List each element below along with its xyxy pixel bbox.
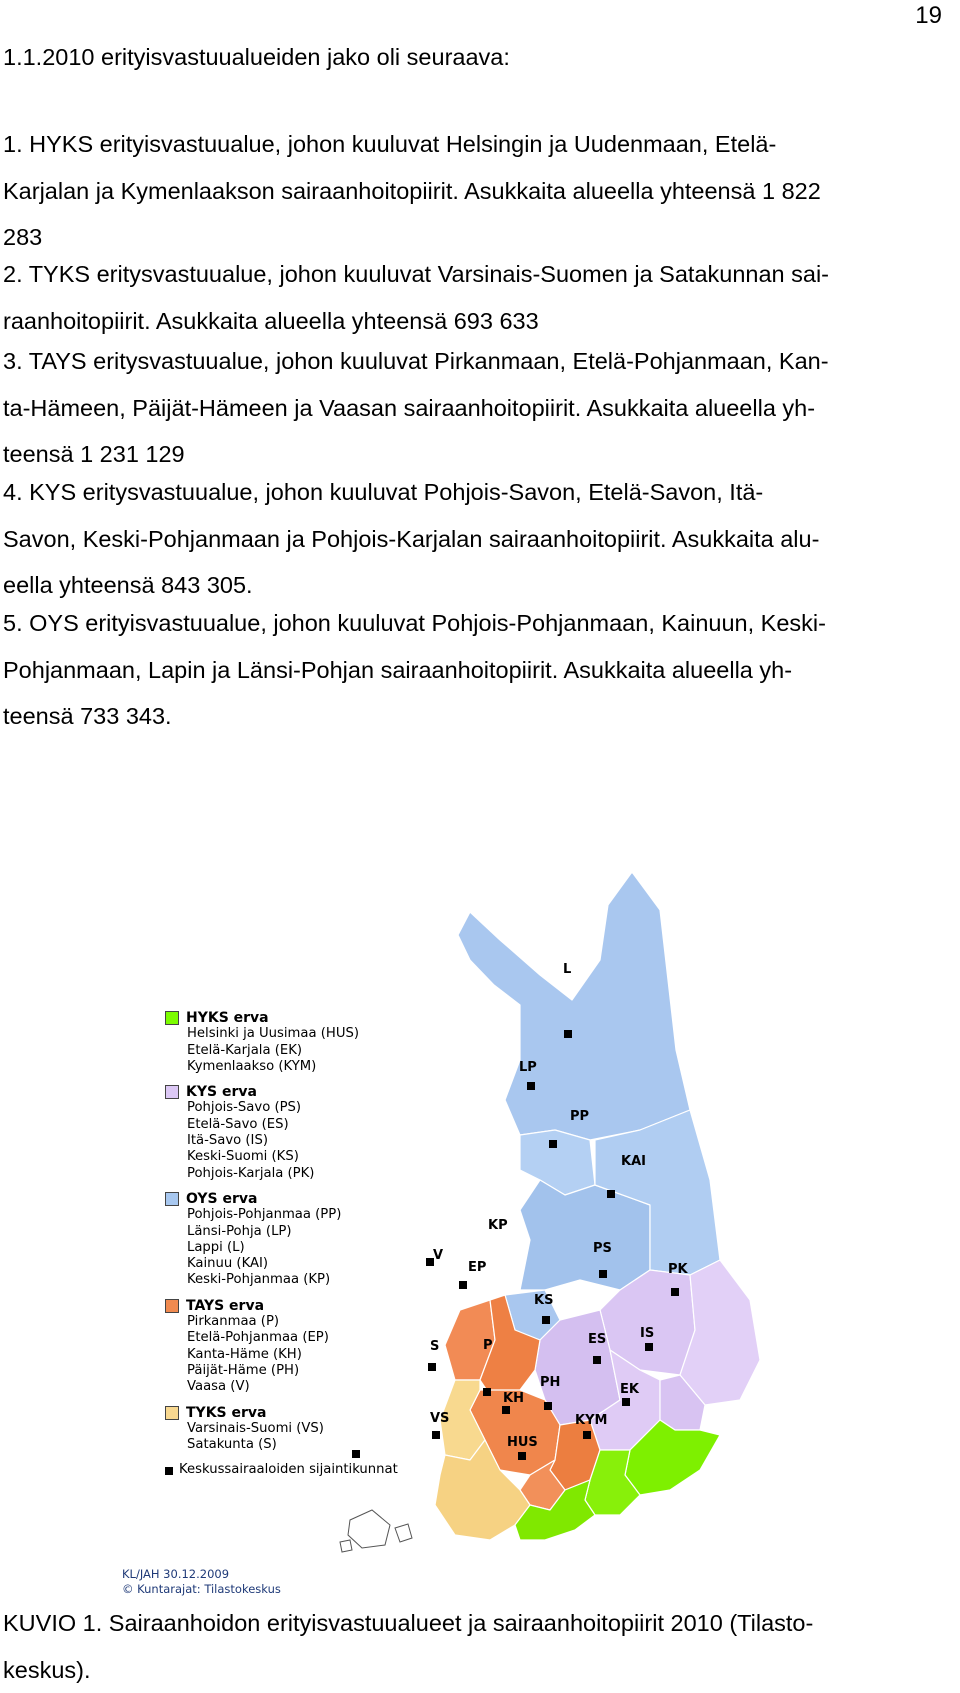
credit-line: KL/JAH 30.12.2009 (122, 1567, 281, 1582)
legend-swatch (165, 1406, 179, 1420)
label-l: L (563, 962, 571, 977)
label-hus: HUS (507, 1435, 538, 1450)
label-vs: VS (430, 1411, 449, 1426)
legend-group-hyks (165, 1010, 398, 1075)
paragraph-line: 2. TYKS eritysvastuualue, johon kuuluvat Varsinais-Suomen ja Satakunnan sai- (3, 251, 958, 298)
legend-item: Helsinki ja Uusimaa (HUS) (165, 1026, 398, 1042)
legend-item: Kymenlaakso (KYM) (165, 1059, 398, 1075)
paragraph-line: 3. TAYS eritysvastuualue, johon kuuluvat Pirkanmaan, Etelä-Pohjanmaan, Kan- (3, 338, 958, 385)
legend-item: Pirkanmaa (P) (165, 1314, 398, 1330)
label-p: P (483, 1338, 493, 1353)
credit-line: © Kuntarajat: Tilastokeskus (122, 1582, 281, 1597)
legend-item: Itä-Savo (IS) (165, 1133, 398, 1149)
paragraph-line: 1. HYKS erityisvastuualue, johon kuuluvat Helsingin ja Uudenmaan, Etelä- (3, 121, 958, 168)
map-legend (165, 1010, 398, 1479)
label-pp: PP (570, 1109, 589, 1124)
legend-item: Etelä-Savo (ES) (165, 1117, 398, 1133)
paragraph-hyks (3, 121, 958, 261)
region-lappi (458, 872, 690, 1140)
paragraph-line: Karjalan ja Kymenlaakson sairaanhoitopiirit. Asukkaita alueella yhteensä 1 822 (3, 168, 958, 215)
legend-title: HYKS erva (186, 1010, 269, 1026)
label-ps: PS (593, 1241, 612, 1256)
paragraph-line: ta-Hämeen, Päijät-Hämeen ja Vaasan sairaanhoitopiirit. Asukkaita alueella yh- (3, 385, 958, 432)
legend-group-tyks (165, 1405, 398, 1454)
finland-map (0, 850, 960, 1600)
hospital-square-icon (165, 1467, 173, 1475)
paragraph-oys (3, 600, 958, 740)
paragraph-line: teensä 1 231 129 (3, 431, 958, 478)
legend-item: Pohjois-Pohjanmaa (PP) (165, 1207, 398, 1223)
legend-swatch (165, 1299, 179, 1313)
page-number: 19 (915, 2, 942, 30)
label-kp: KP (488, 1218, 508, 1233)
legend-item: Kanta-Häme (KH) (165, 1347, 398, 1363)
label-kym: KYM (575, 1413, 607, 1428)
label-ek: EK (620, 1382, 640, 1397)
legend-swatch (165, 1085, 179, 1099)
legend-item: Kainuu (KAI) (165, 1256, 398, 1272)
label-lp: LP (519, 1060, 537, 1075)
legend-item: Etelä-Pohjanmaa (EP) (165, 1330, 398, 1346)
caption-line: KUVIO 1. Sairaanhoidon erityisvastuualueet ja sairaanhoitopiirit 2010 (Tilasto- (3, 1600, 958, 1647)
legend-item: Pohjois-Savo (PS) (165, 1100, 398, 1116)
legend-group-kys (165, 1084, 398, 1182)
map-credit (122, 1567, 281, 1597)
legend-group-oys (165, 1191, 398, 1289)
intro-text: 1.1.2010 erityisvastuualueiden jako oli seuraava: (3, 44, 510, 71)
legend-item: Länsi-Pohja (LP) (165, 1224, 398, 1240)
legend-item: Etelä-Karjala (EK) (165, 1043, 398, 1059)
label-es: ES (588, 1332, 606, 1347)
legend-title: TAYS erva (186, 1298, 264, 1314)
paragraph-line: Savon, Keski-Pohjanmaan ja Pohjois-Karjalan sairaanhoitopiirit. Asukkaita alu- (3, 516, 958, 563)
legend-item: Satakunta (S) (165, 1437, 398, 1453)
legend-key-hospital (165, 1462, 398, 1478)
legend-group-tays (165, 1298, 398, 1396)
legend-item: Varsinais-Suomi (VS) (165, 1421, 398, 1437)
label-is: IS (640, 1326, 654, 1341)
paragraph-line: teensä 733 343. (3, 693, 958, 740)
legend-item: Päijät-Häme (PH) (165, 1363, 398, 1379)
aland-islands (340, 1510, 412, 1552)
paragraph-line: 283 (3, 214, 958, 261)
label-pk: PK (668, 1262, 689, 1277)
label-ph: PH (540, 1375, 560, 1390)
paragraph-tays (3, 338, 958, 478)
label-kai: KAI (621, 1154, 646, 1169)
label-ks: KS (534, 1293, 553, 1308)
paragraph-tyks (3, 251, 958, 344)
label-ep: EP (468, 1260, 486, 1275)
paragraph-line: raanhoitopiirit. Asukkaita alueella yhteensä 693 633 (3, 298, 958, 345)
legend-title: KYS erva (186, 1084, 257, 1100)
paragraph-line: 4. KYS eritysvastuualue, johon kuuluvat Pohjois-Savon, Etelä-Savon, Itä- (3, 469, 958, 516)
legend-item: Pohjois-Karjala (PK) (165, 1166, 398, 1182)
paragraph-kys (3, 469, 958, 609)
label-v: V (433, 1248, 443, 1263)
label-s: S (430, 1339, 439, 1354)
caption-line: keskus). (3, 1647, 958, 1693)
figure-caption (3, 1600, 958, 1693)
legend-title: TYKS erva (186, 1405, 266, 1421)
legend-item: Keski-Suomi (KS) (165, 1149, 398, 1165)
legend-key-label: Keskussairaaloiden sijaintikunnat (179, 1462, 398, 1478)
legend-item: Keski-Pohjanmaa (KP) (165, 1272, 398, 1288)
legend-swatch (165, 1011, 179, 1025)
paragraph-line: Pohjanmaan, Lapin ja Länsi-Pohjan sairaanhoitopiirit. Asukkaita alueella yh- (3, 647, 958, 694)
region-lansi-pohja (520, 1130, 595, 1195)
legend-item: Lappi (L) (165, 1240, 398, 1256)
paragraph-line: 5. OYS erityisvastuualue, johon kuuluvat Pohjois-Pohjanmaan, Kainuun, Keski- (3, 600, 958, 647)
paragraph-line: eella yhteensä 843 305. (3, 562, 958, 609)
legend-item: Vaasa (V) (165, 1379, 398, 1395)
legend-title: OYS erva (186, 1191, 257, 1207)
label-kh: KH (503, 1391, 524, 1406)
legend-swatch (165, 1192, 179, 1206)
